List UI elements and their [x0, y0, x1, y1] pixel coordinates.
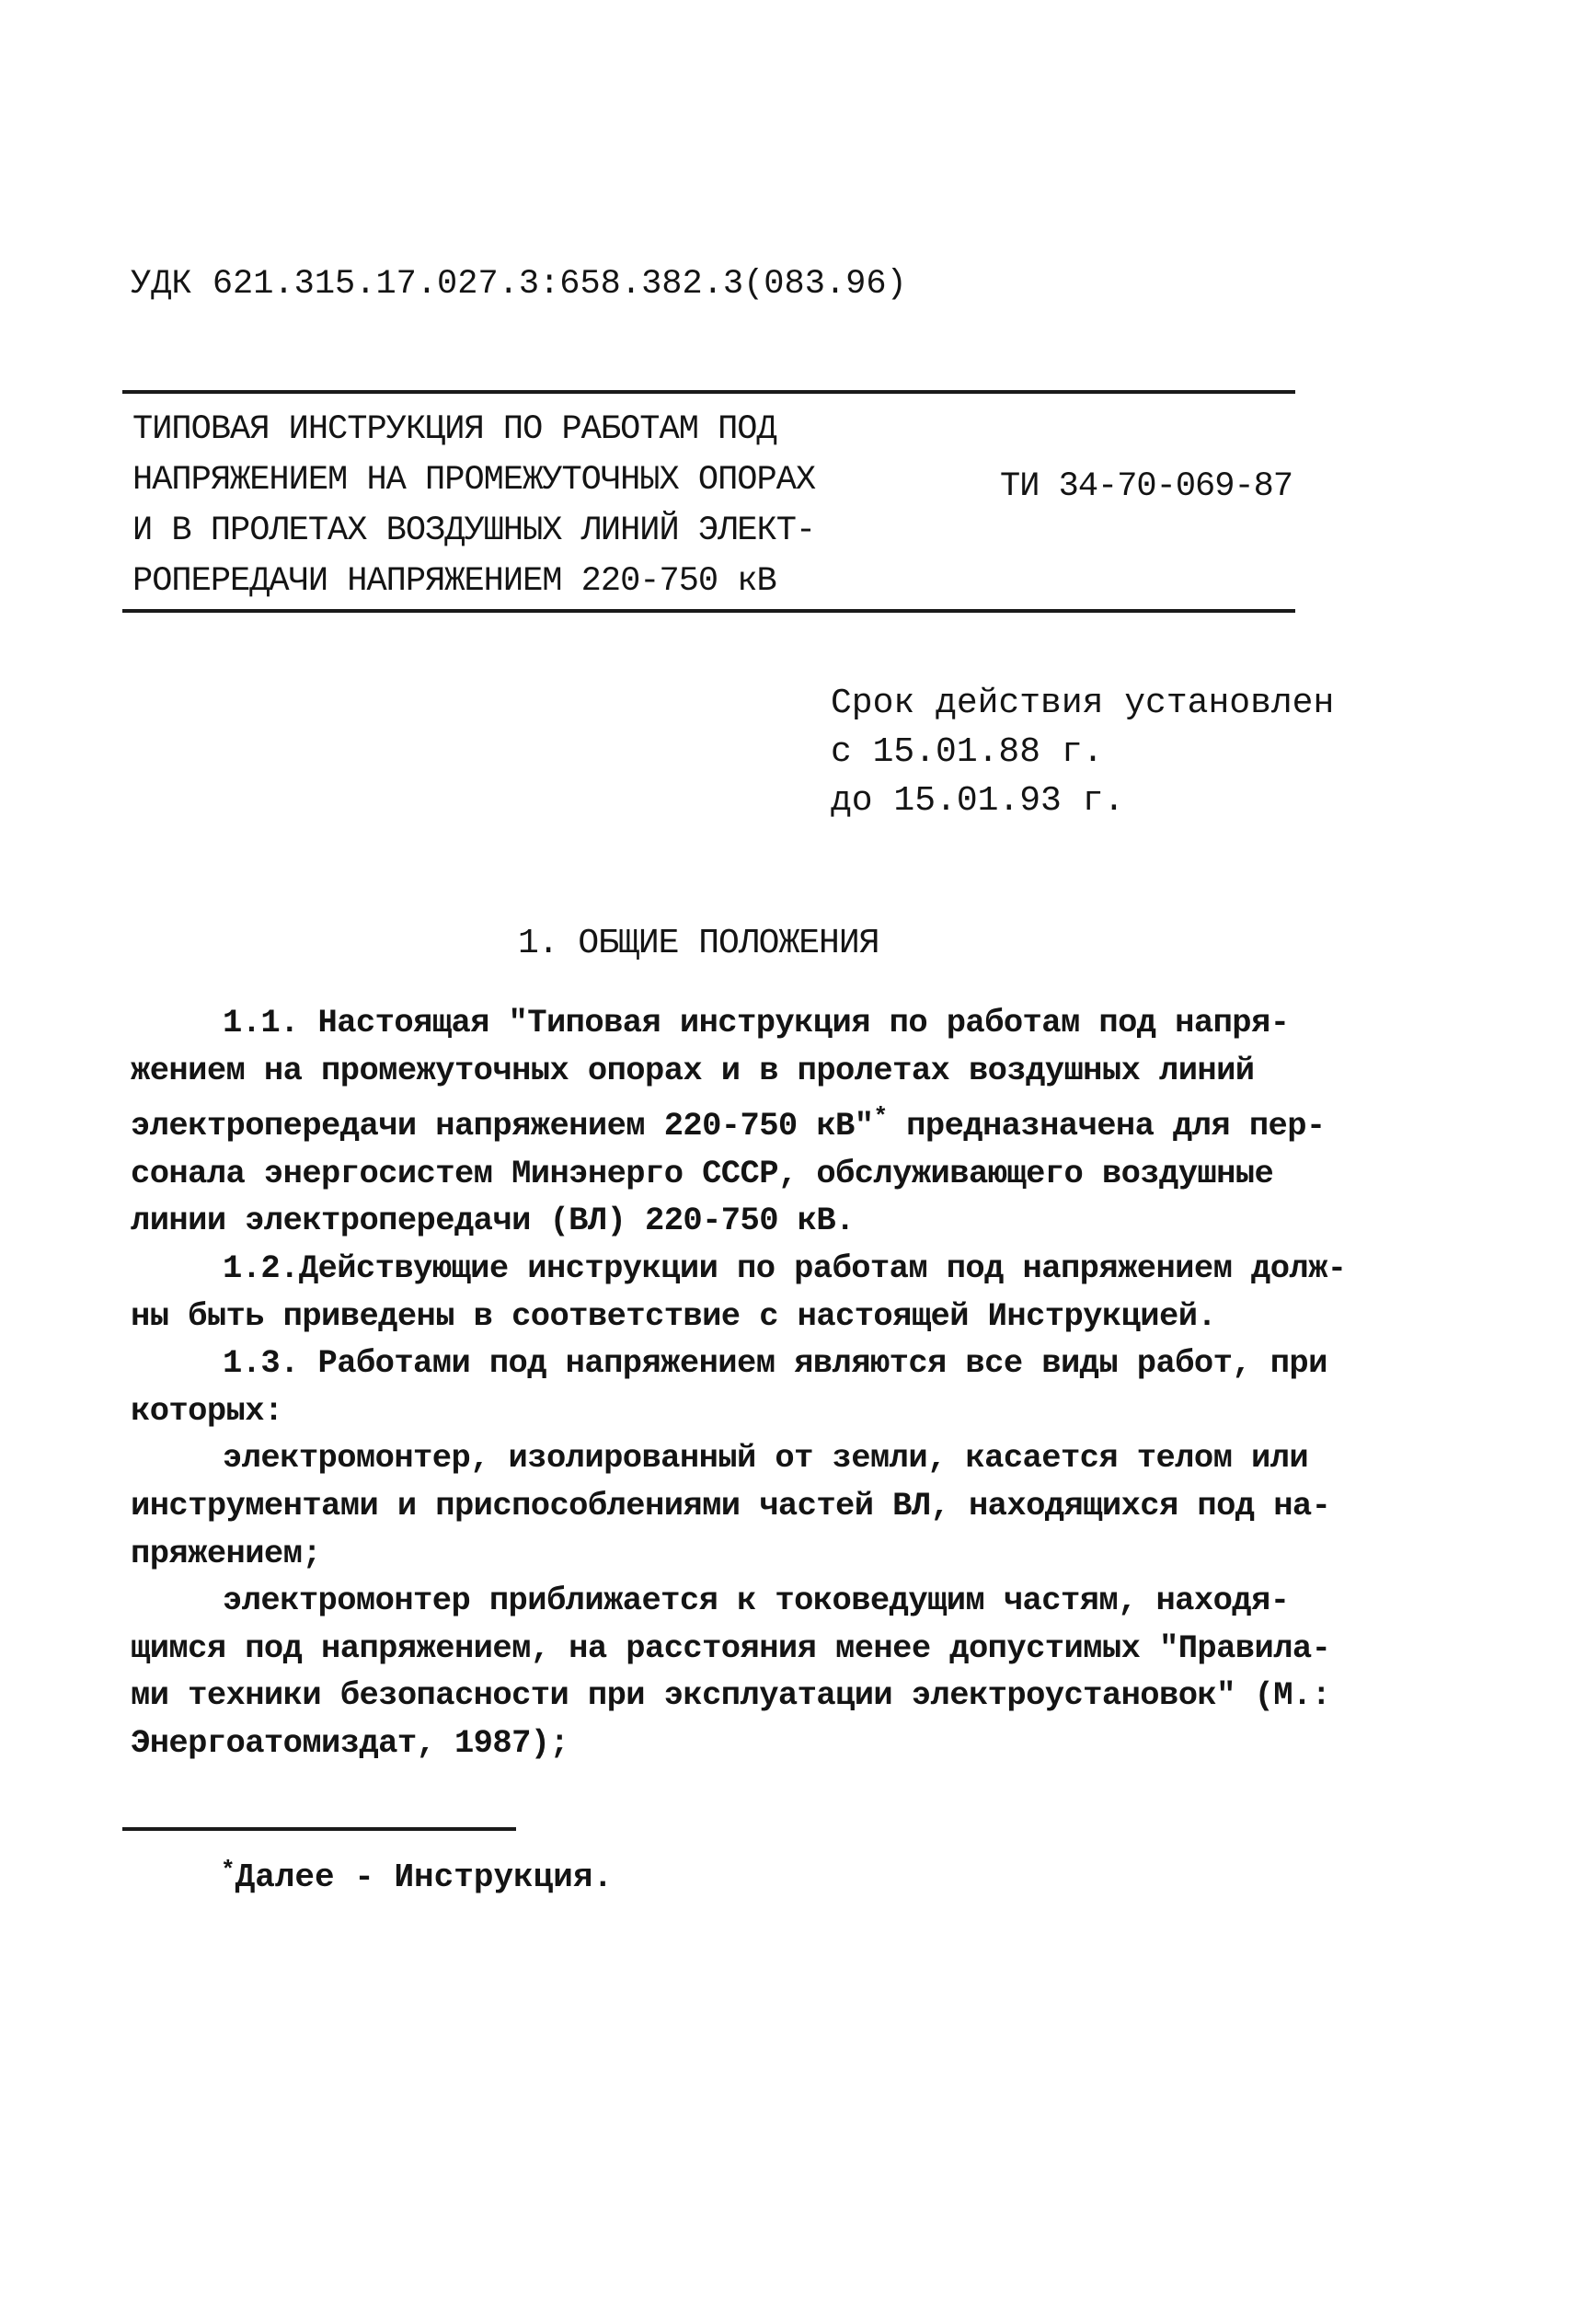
paragraph-line: Энергоатомиздат, 1987);	[131, 1723, 569, 1762]
document-title	[132, 405, 887, 607]
paragraph-line: линии электропередачи (ВЛ) 220-750 кВ.	[131, 1202, 855, 1240]
title-bottom-rule	[122, 609, 1295, 613]
paragraph-line: жением на промежуточных опорах и в пролетах воздушных линий	[131, 1051, 1255, 1089]
title-line: НАПРЯЖЕНИЕМ НА ПРОМЕЖУТОЧНЫХ ОПОРАХ	[132, 461, 816, 500]
paragraph-line: которых:	[131, 1391, 283, 1430]
paragraph-line	[131, 1094, 1326, 1150]
paragraph-line: 1.3. Работами под напряжением являются все виды работ, при	[223, 1344, 1327, 1383]
validity-from: с 15.01.88 г.	[831, 732, 1104, 772]
footnote-star: *	[221, 1857, 236, 1884]
paragraph-line-part: электропередачи напряжением 220-750 кВ"	[131, 1107, 874, 1145]
paragraph-line: 1.1. Настоящая "Типовая инструкция по работам под напря-	[223, 1004, 1290, 1041]
validity-to: до 15.01.93 г.	[831, 781, 1125, 821]
body-text	[131, 999, 1347, 1767]
footnote	[221, 1857, 613, 1896]
footnote-rule	[122, 1827, 516, 1831]
validity-label: Срок действия установлен	[831, 684, 1335, 723]
paragraph-line: ми техники безопасности при эксплуатации электроустановок" (М.:	[131, 1676, 1331, 1715]
paragraph-line: электромонтер приближается к токоведущим частям, находя-	[223, 1582, 1290, 1620]
section-heading: 1. ОБЩИЕ ПОЛОЖЕНИЯ	[518, 924, 879, 963]
title-line: ТИПОВАЯ ИНСТРУКЦИЯ ПО РАБОТАМ ПОД	[132, 410, 776, 449]
title-line: РОПЕРЕДАЧИ НАПРЯЖЕНИЕМ 220-750 кВ	[132, 562, 776, 601]
paragraph-line-part: предназначена для пер-	[887, 1107, 1326, 1145]
paragraph-line: щимся под напряжением, на расстояния менее допустимых "Правила-	[131, 1628, 1331, 1667]
paragraph-line: электромонтер, изолированный от земли, касается телом или	[223, 1439, 1309, 1478]
footnote-text: Далее - Инструкция.	[235, 1858, 614, 1896]
paragraph-line: пряжением;	[131, 1534, 322, 1572]
paragraph-line: ны быть приведены в соответствие с настоящей Инструкцией.	[131, 1296, 1217, 1335]
udk-code: УДК 621.315.17.027.3:658.382.3(083.96)	[131, 265, 907, 304]
paragraph-line: 1.2.Действующие инструкции по работам под напряжением долж-	[223, 1248, 1347, 1287]
paragraph-line: сонала энергосистем Минэнерго СССР, обслуживающего воздушные	[131, 1154, 1274, 1192]
footnote-marker: *	[873, 1103, 888, 1132]
paragraph-line: инструментами и приспособлениями частей ВЛ, находящихся под на-	[131, 1486, 1331, 1524]
validity-period	[831, 679, 1334, 825]
document-code: ТИ 34-70-069-87	[1000, 467, 1293, 506]
title-line: И В ПРОЛЕТАХ ВОЗДУШНЫХ ЛИНИЙ ЭЛЕКТ-	[132, 512, 816, 550]
title-top-rule	[122, 390, 1295, 394]
